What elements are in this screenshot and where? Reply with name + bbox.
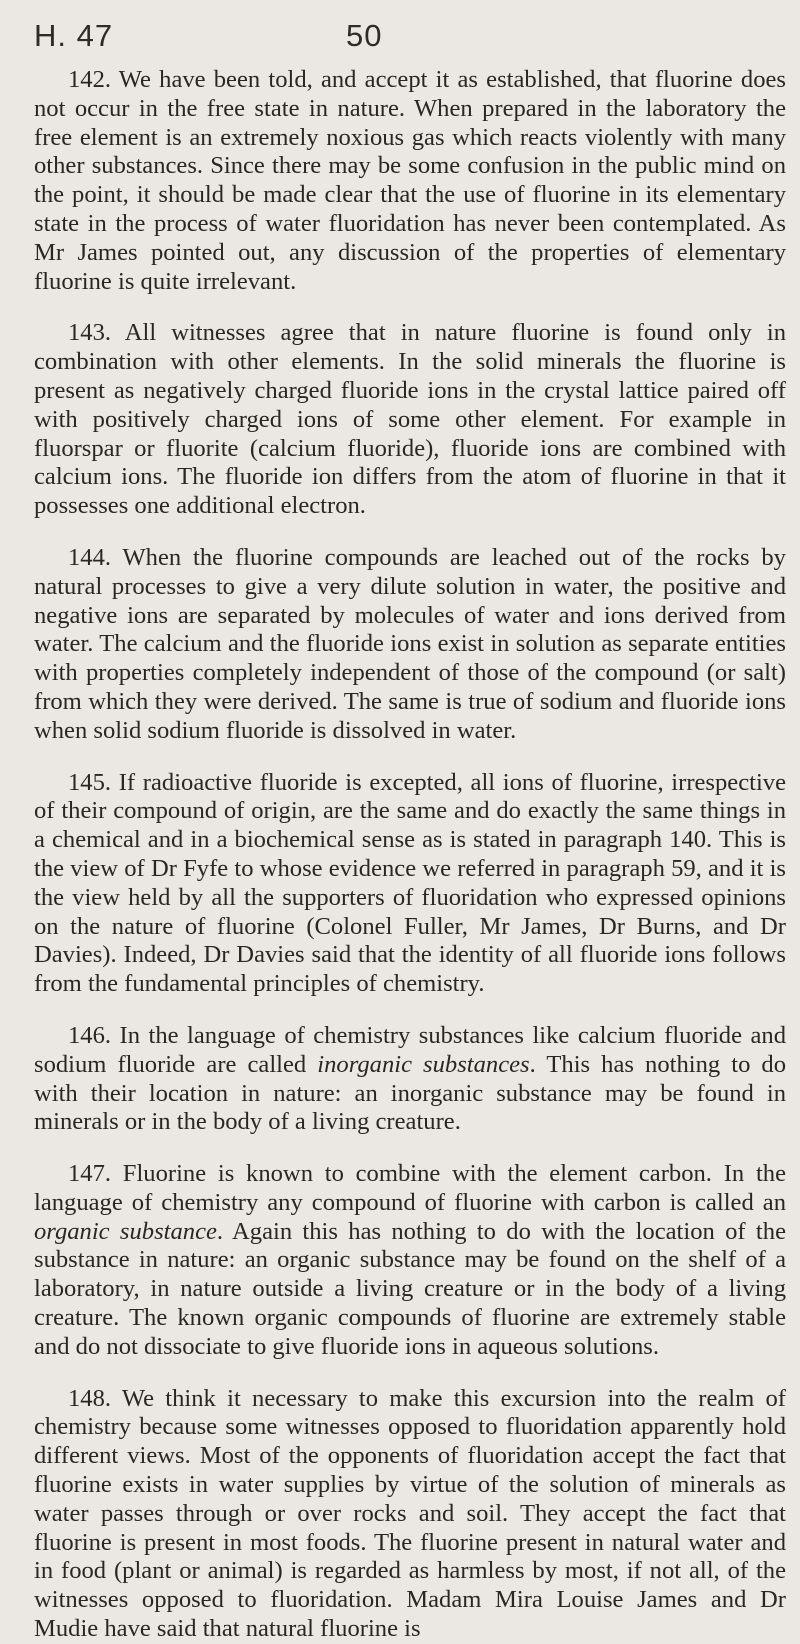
italic-term: inorganic substances bbox=[317, 1050, 530, 1078]
paragraph-text: We think it necessary to make this excursion into the realm of chemistry because some witnesses opposed to fluoridation apparently hold different views. Most of the opponents of fluoridation accept the fact that fluorine exists in water supplies by virtue of the solution of minerals as water passes through or over rocks and soil. They accept the fact that fluorine is present in most foods. The fluorine present in natural water and in food (plant or animal) is regarded as harmless by most, if not all, of the witnesses opposed to fluoridation. Madam Mira Louise James and Dr Mudie have said that natural fluorine is bbox=[34, 1384, 786, 1643]
italic-term: organic substance bbox=[34, 1217, 217, 1245]
paragraph-number: 147. bbox=[68, 1160, 112, 1188]
paragraph-144 bbox=[34, 544, 786, 746]
paragraph-number: 145. bbox=[68, 768, 112, 796]
paragraph-text: If radioactive fluoride is excepted, all ions of fluorine, irrespective of their compound of origin, are the same and do exactly the same things in a chemical and in a biochemical sense as is stated in paragraph 140. This is the view of Dr Fyfe to whose evidence we referred in paragraph 59, and it is the view held by all the supporters of fluoridation who expressed opinions on the nature of fluorine (Colonel Fuller, Mr James, Dr Burns, and Dr Davies). Indeed, Dr Davies said that the identity of all fluoride ions follows from the fundamental principles of chemistry. bbox=[34, 768, 786, 998]
paragraph-147 bbox=[34, 1160, 786, 1362]
paragraph-145 bbox=[34, 769, 786, 999]
page-number: 50 bbox=[346, 18, 383, 53]
paragraph-text: . This has nothing to do with their location in nature: an inorganic substance may be found in minerals or in the body of a living creature. bbox=[34, 1050, 787, 1136]
paragraph-number: 144. bbox=[68, 543, 112, 571]
page-header bbox=[0, 18, 800, 62]
paragraph-number: 143. bbox=[68, 319, 112, 347]
paragraph-146 bbox=[34, 1022, 786, 1137]
paragraph-text: . Again this has nothing to do with the location of the substance in nature: an organic substance may be found on the shelf of a laboratory, in nature outside a living creature or in the body of a living creature. The known organic compounds of fluorine are extremely stable and do not dissociate to give fluoride ions in aqueous solutions. bbox=[34, 1217, 786, 1360]
paragraph-text: All witnesses agree that in nature fluorine is found only in combination with other elements. In the solid minerals the fluorine is present as negatively charged fluoride ions in the crystal lattice paired off with positively charged ions of some other element. For example in fluorspar or fluorite (calcium fluoride), fluoride ions are combined with calcium ions. The fluoride ion differs from the atom of fluorine in that it possesses one additional electron. bbox=[34, 319, 786, 520]
paragraph-text: We have been told, and accept it as established, that fluorine does not occur in the free state in nature. When prepared in the laboratory the free element is an extremely noxious gas which reacts violently with many other substances. Since there may be some confusion in the public mind on the point, it should be made clear that the use of fluorine in its elementary state in the process of water fluoridation has never been contemplated. As Mr James pointed out, any discussion of the properties of elementary fluorine is quite irrelevant. bbox=[34, 66, 786, 295]
paragraph-148 bbox=[34, 1385, 786, 1644]
paragraph-142 bbox=[34, 66, 786, 296]
paragraph-143 bbox=[34, 319, 786, 521]
paragraph-number: 148. bbox=[68, 1384, 112, 1412]
paragraph-number: 146. bbox=[68, 1021, 112, 1049]
paragraph-text: In the language of chemistry substances like calcium fluoride and sodium fluoride are called bbox=[34, 1021, 786, 1078]
paragraph-text: When the fluorine compounds are leached out of the rocks by natural processes to give a very dilute solution in water, the positive and negative ions are separated by molecules of water and ions derived from water. The calcium and the fluoride ions exist in solution as separate entities with properties completely independent of those of the compound (or salt) from which they were derived. The same is true of sodium and fluoride ions when solid sodium fluoride is dissolved in water. bbox=[34, 543, 786, 744]
body-text bbox=[34, 66, 786, 1644]
page-code: H. 47 bbox=[34, 18, 114, 53]
paragraph-number: 142. bbox=[68, 66, 112, 93]
paragraph-text: Fluorine is known to combine with the element carbon. In the language of chemistry any compound of fluorine with carbon is called an bbox=[34, 1160, 786, 1216]
